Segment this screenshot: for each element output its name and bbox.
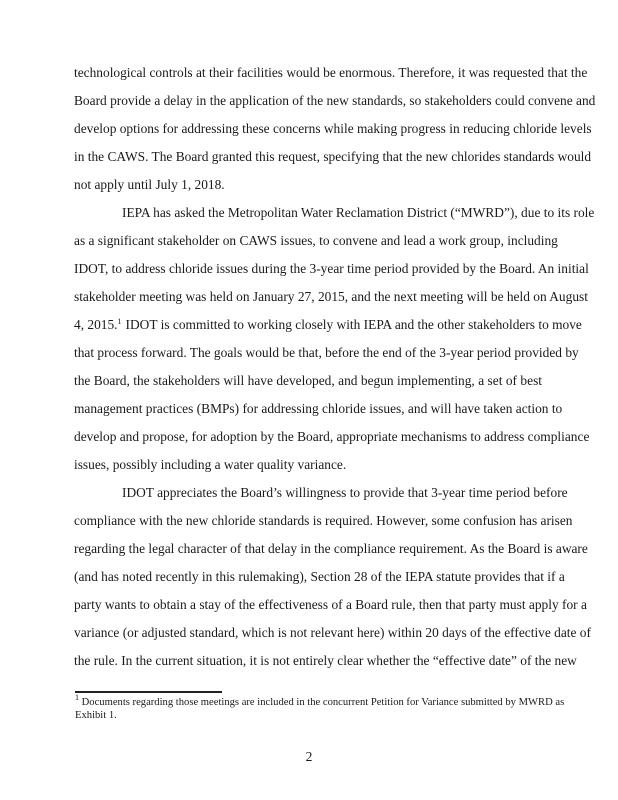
text-line: regarding the legal character of that delay in the compliance requirement. As the Board is aware (74, 541, 588, 556)
footnote-line: Exhibit 1. (75, 710, 117, 721)
text-line: issues, possibly including a water quality variance. (74, 457, 347, 472)
text-line: party wants to obtain a stay of the effectiveness of a Board rule, then that party must apply for a (74, 597, 587, 612)
text-line: as a significant stakeholder on CAWS issues, to convene and lead a work group, including (74, 233, 558, 248)
text-line: stakeholder meeting was held on January 27, 2015, and the next meeting will be held on August (74, 289, 588, 304)
footnote-marker: 1 (75, 693, 79, 702)
footnote-reference[interactable]: 1 (117, 317, 122, 326)
text-line: develop options for addressing these concerns while making progress in reducing chloride levels (74, 121, 592, 136)
text-line: that process forward. The goals would be that, before the end of the 3-year period provided by (74, 345, 579, 360)
text-line: IDOT, to address chloride issues during the 3-year time period provided by the Board. An initial (74, 261, 589, 276)
text-line: IEPA has asked the Metropolitan Water Reclamation District (“MWRD”), due to its role (122, 205, 595, 220)
text-segment (74, 317, 122, 333)
text-line: technological controls at their facilities would be enormous. Therefore, it was requested that the (74, 65, 588, 80)
text-line: IDOT appreciates the Board’s willingness to provide that 3-year time period before (122, 485, 568, 500)
text-line: the Board, the stakeholders will have developed, and begun implementing, a set of best (74, 373, 542, 388)
page-number: 2 (305, 749, 313, 764)
text-line: develop and propose, for adoption by the Board, appropriate mechanisms to address compliance (74, 429, 590, 444)
text-line: compliance with the new chloride standards is required. However, some confusion has arisen (74, 513, 573, 528)
text-fragment: IDOT is committed to working closely with IEPA and the other stakeholders to move (125, 317, 582, 332)
text-line: variance (or adjusted standard, which is not relevant here) within 20 days of the effective date of (74, 625, 591, 640)
footnote-line (75, 693, 565, 709)
text-line (74, 317, 582, 333)
text-line: (and has noted recently in this rulemaking), Section 28 of the IEPA statute provides that if a (74, 569, 565, 584)
text-line: the rule. In the current situation, it is not entirely clear whether the “effective date” of the new (74, 653, 577, 668)
text-fragment: 4, 2015. (74, 317, 118, 332)
text-line: in the CAWS. The Board granted this request, specifying that the new chlorides standards would (74, 149, 592, 164)
footnote-separator (75, 691, 222, 693)
text-line: management practices (BMPs) for addressing chloride issues, and will have taken action to (74, 401, 563, 416)
text-line: not apply until July 1, 2018. (74, 177, 225, 192)
footnote-text: Documents regarding those meetings are included in the concurrent Petition for Variance submitted by MWRD as (81, 697, 565, 708)
text-line: Board provide a delay in the application of the new standards, so stakeholders could convene and (74, 93, 596, 108)
